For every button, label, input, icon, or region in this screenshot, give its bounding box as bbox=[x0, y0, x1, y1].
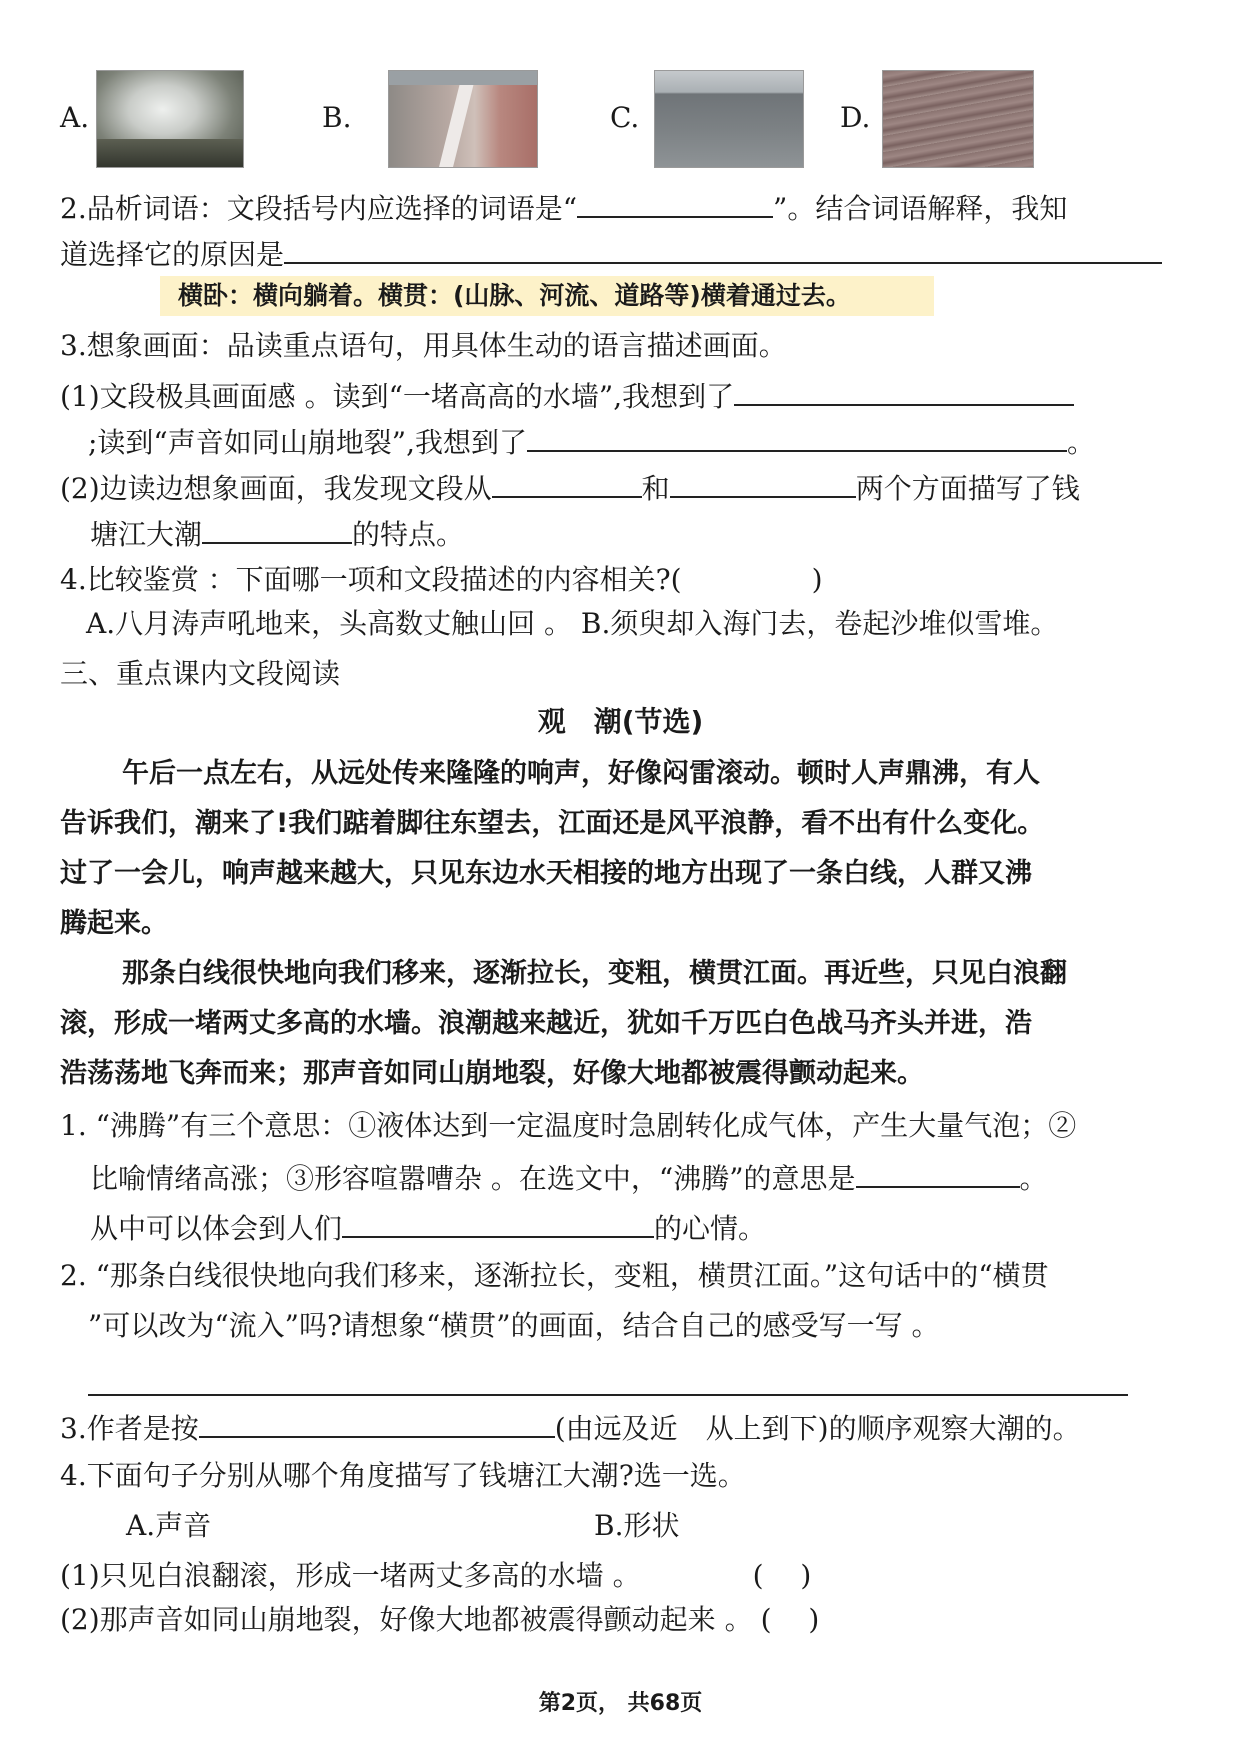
q3-part2-blank-3[interactable] bbox=[202, 512, 352, 544]
r1-line2 bbox=[90, 1156, 1048, 1199]
passage-para1-line4: 腾起来。 bbox=[60, 908, 168, 939]
passage-para1-line2: 告诉我们，潮来了!我们踮着脚往东望去，江面还是风平浪静，看不出有什么变化。 bbox=[60, 808, 1045, 839]
q3-part1-period: 。 bbox=[1066, 426, 1095, 459]
q2-line2 bbox=[60, 232, 1162, 275]
q4-close-paren: ) bbox=[811, 563, 823, 596]
r2-answer-line[interactable] bbox=[88, 1394, 1128, 1396]
q3-part2-blank-2[interactable] bbox=[670, 466, 856, 498]
q3-part1-prompt-2: ;读到“声音如同山崩地裂”,我想到了 bbox=[88, 426, 527, 459]
q2-prompt: 2.品析词语：文段括号内应选择的词语是“ bbox=[60, 192, 578, 225]
q2-prompt-cont: ”。结合词语解释，我知 bbox=[773, 192, 1068, 225]
q2-reason-label: 道选择它的原因是 bbox=[60, 238, 285, 271]
option-c-label: C. bbox=[610, 101, 640, 134]
q4-prompt: 4.比较鉴赏 ：下面哪一项和文段描述的内容相关?( bbox=[60, 563, 682, 596]
option-a-photo-crashing-waves bbox=[96, 70, 244, 168]
passage-title: 观 潮(节选) bbox=[537, 705, 704, 738]
q4-heading bbox=[60, 560, 823, 600]
q3-part2-blank-1[interactable] bbox=[492, 466, 642, 498]
q3-part2-line1 bbox=[60, 466, 1080, 509]
passage-para2-line1: 那条白线很快地向我们移来，逐渐拉长，变粗，横贯江面。再近些，只见白浪翻 bbox=[122, 958, 1067, 989]
passage-para1-line3: 过了一会儿，响声越来越大，只见东边水天相接的地方出现了一条白线，人群又沸 bbox=[60, 858, 1032, 889]
r4-sentence-2-answer[interactable]: ( ) bbox=[760, 1603, 820, 1636]
q2-word-blank[interactable] bbox=[577, 186, 773, 218]
option-a-label: A. bbox=[60, 101, 90, 134]
passage-para1-line1: 午后一点左右，从远处传来隆隆的响声，好像闷雷滚动。顿时人声鼎沸，有人 bbox=[122, 758, 1040, 789]
option-d-label: D. bbox=[840, 101, 871, 134]
r1-feeling-prompt: 从中可以体会到人们 bbox=[90, 1212, 343, 1245]
r4-option-b: B.形状 bbox=[594, 1509, 680, 1542]
r1-line3 bbox=[90, 1206, 766, 1249]
q3-part1-prompt: (1)文段极具画面感 。读到“一堵高高的水墙”,我想到了 bbox=[60, 380, 735, 413]
r4-sentence-2-text: (2)那声音如同山崩地裂，好像大地都被震得颤动起来 。 bbox=[60, 1603, 753, 1636]
r3-order-blank[interactable] bbox=[199, 1406, 555, 1438]
r1-feeling-suffix: 的心情。 bbox=[654, 1212, 767, 1245]
q3-part2-prompt: (2)边读边想象画面，我发现文段从 bbox=[60, 472, 492, 505]
r4-sentence-2 bbox=[60, 1600, 819, 1640]
r4-heading: 4.下面句子分别从哪个角度描写了钱塘江大潮?选一选。 bbox=[60, 1459, 746, 1492]
r4-sentence-1 bbox=[60, 1556, 811, 1596]
q3-part1-line1 bbox=[60, 374, 1074, 417]
option-d-photo-rough-water bbox=[882, 70, 1034, 168]
q3-part1-line2 bbox=[88, 420, 1095, 463]
r3-prompt-cont: (由远及近 从上到下)的顺序观察大潮的。 bbox=[554, 1412, 1081, 1445]
option-b-photo-tidal-line bbox=[388, 70, 538, 168]
option-c-photo-calm-sea bbox=[654, 70, 804, 168]
r2-line1: 2. “那条白线很快地向我们移来，逐渐拉长，变粗，横贯江面。”这句话中的“横贯 bbox=[60, 1259, 1049, 1292]
r1-meaning-blank[interactable] bbox=[856, 1156, 1020, 1188]
r4-option-a: A.声音 bbox=[126, 1509, 212, 1542]
q3-part2-prompt-2: 两个方面描写了钱 bbox=[855, 472, 1080, 505]
q4-options: A.八月涛声吼地来，头高数丈触山回 。 B.须臾却入海门去，卷起沙堆似雪堆。 bbox=[86, 607, 1059, 640]
page-number-footer: 第2页， 共68页 bbox=[538, 1691, 703, 1716]
q3-heading: 3.想象画面：品读重点语句，用具体生动的语言描述画面。 bbox=[60, 329, 787, 362]
r1-meaning-prompt: 比喻情绪高涨；③形容喧嚣嘈杂 。在选文中，“沸腾”的意思是 bbox=[90, 1162, 856, 1195]
q3-part2-prompt-4: 的特点。 bbox=[352, 518, 465, 551]
passage-para2-line2: 滚，形成一堵两丈多高的水墙。浪潮越来越近，犹如千万匹白色战马齐头并进，浩 bbox=[60, 1008, 1032, 1039]
section3-heading: 三、重点课内文段阅读 bbox=[60, 657, 341, 690]
q2-line1 bbox=[60, 186, 1067, 229]
r4-sentence-1-answer[interactable]: ( ) bbox=[752, 1559, 812, 1592]
q2-reason-blank[interactable] bbox=[284, 232, 1162, 264]
r1-feeling-blank[interactable] bbox=[342, 1206, 654, 1238]
q3-part1-blank-2[interactable] bbox=[527, 420, 1067, 452]
r1-line1: 1. “沸腾”有三个意思：①液体达到一定温度时急剧转化成气体，产生大量气泡；② bbox=[60, 1109, 1077, 1142]
r1-period: 。 bbox=[1019, 1162, 1048, 1195]
passage-para2-line3: 浩荡荡地飞奔而来；那声音如同山崩地裂，好像大地都被震得颤动起来。 bbox=[60, 1058, 924, 1089]
r3-prompt: 3.作者是按 bbox=[60, 1412, 199, 1445]
r4-sentence-1-text: (1)只见白浪翻滚，形成一堵两丈多高的水墙 。 bbox=[60, 1559, 641, 1592]
word-definition-tip: 横卧：横向躺着。横贯：(山脉、河流、道路等)横着通过去。 bbox=[160, 276, 934, 316]
q3-part2-prompt-3: 塘江大潮 bbox=[90, 518, 203, 551]
q3-part1-blank-1[interactable] bbox=[734, 374, 1074, 406]
q3-part2-line2 bbox=[90, 512, 464, 555]
q3-part2-and: 和 bbox=[641, 472, 670, 505]
r2-line2: ”可以改为“流入”吗?请想象“横贯”的画面，结合自己的感受写一写 。 bbox=[88, 1309, 940, 1342]
r3-line bbox=[60, 1406, 1081, 1449]
option-b-label: B. bbox=[322, 101, 352, 134]
